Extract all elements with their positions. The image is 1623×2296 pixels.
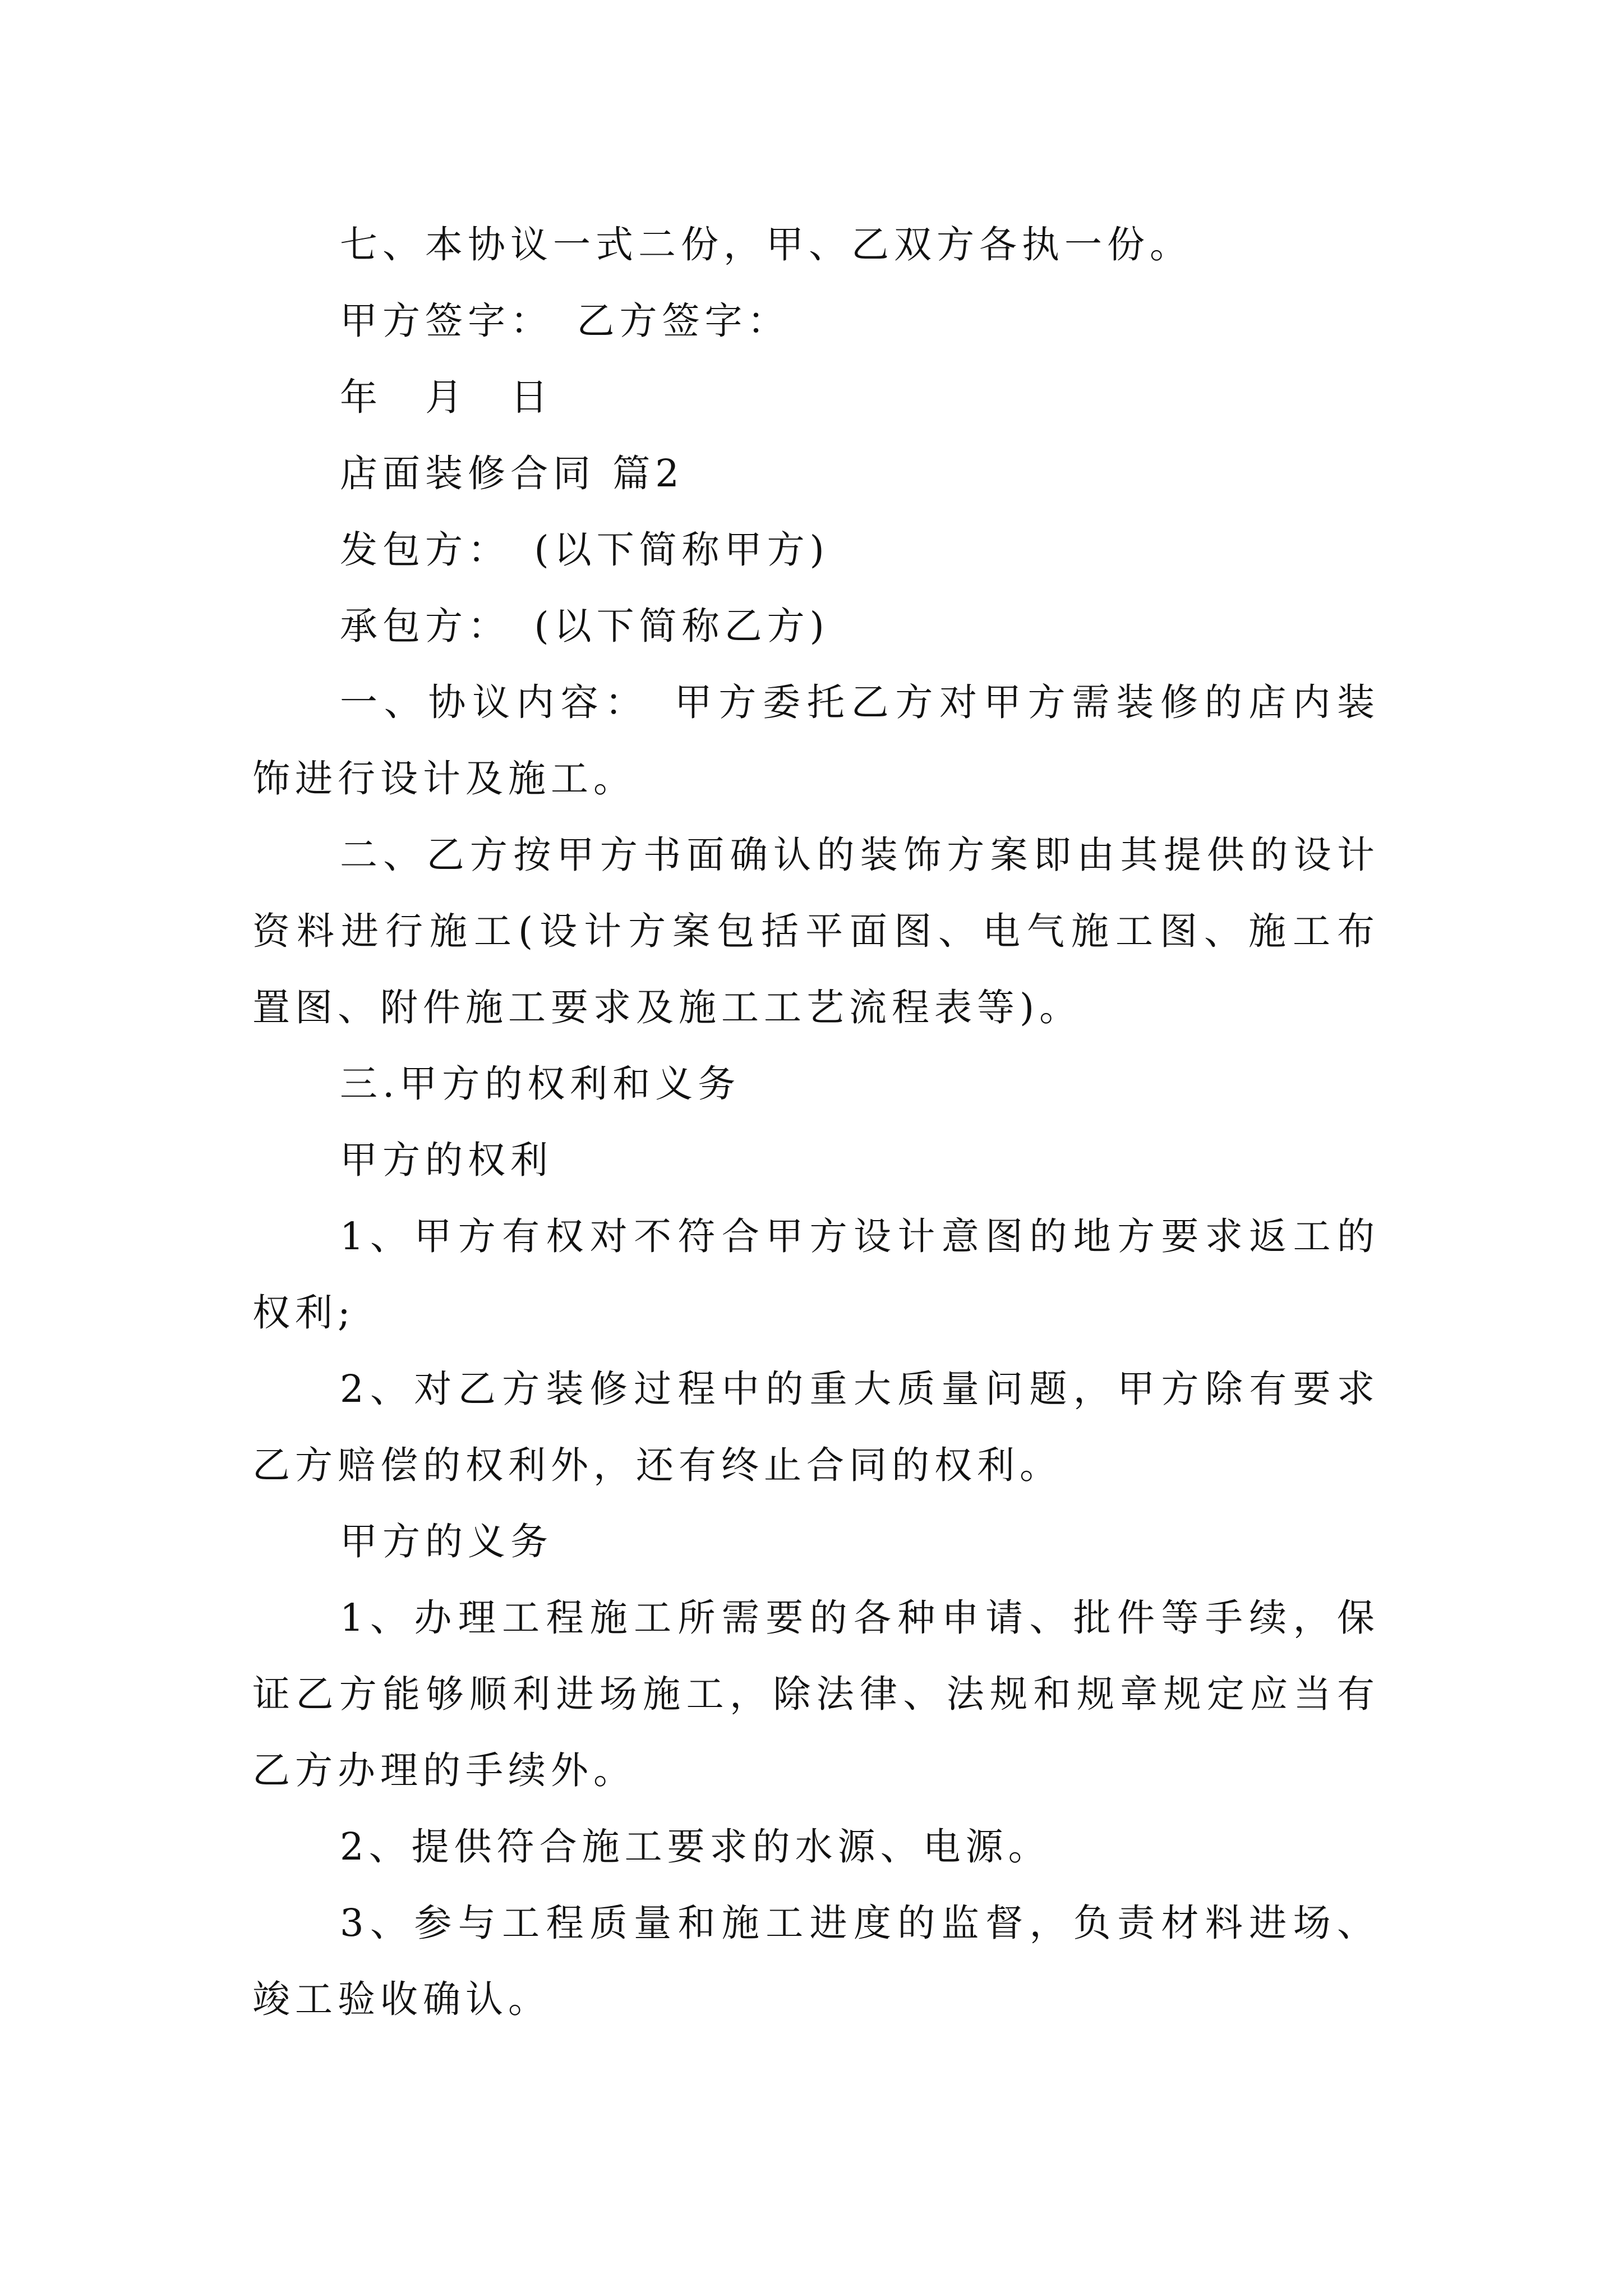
party-a-rights-heading: 甲方的权利	[340, 1138, 553, 1182]
duties-item-3: 3、参与工程质量和施工进度的监督，负责材料进场、竣工验收确认。	[252, 1901, 1380, 2021]
duties-item-1: 1、办理工程施工所需要的各种申请、批件等手续，保证乙方能够顺利进场施工，除法律、法规和规章规定应当有乙方办理的手续外。	[252, 1596, 1380, 1792]
date-line: 年 月 日	[340, 375, 553, 419]
section-heading: 店面装修合同 篇2	[340, 452, 684, 495]
clause-seven-copies: 七、本协议一式二份，甲、乙双方各执一份。	[340, 223, 1192, 266]
document-body	[252, 206, 1380, 2037]
clause-two: 二、乙方按甲方书面确认的装饰方案即由其提供的设计资料进行施工(设计方案包括平面图、电气施工图、施工布置图、附件施工要求及施工工艺流程表等)。	[252, 833, 1380, 1029]
duties-item-2: 2、提供符合施工要求的水源、电源。	[340, 1825, 1051, 1869]
rights-item-2: 2、对乙方装修过程中的重大质量问题，甲方除有要求乙方赔偿的权利外，还有终止合同的权利。	[252, 1367, 1380, 1487]
party-b-line: 承包方： (以下简称乙方)	[340, 604, 829, 648]
rights-item-1: 1、甲方有权对不符合甲方设计意图的地方要求返工的权利;	[252, 1214, 1380, 1335]
clause-three-heading: 三.甲方的权利和义务	[340, 1062, 741, 1106]
clause-one: 一、协议内容： 甲方委托乙方对甲方需装修的店内装饰进行设计及施工。	[252, 680, 1380, 800]
party-a-duties-heading: 甲方的义务	[340, 1520, 553, 1563]
signature-line: 甲方签字： 乙方签字：	[340, 299, 790, 343]
party-a-line: 发包方： (以下简称甲方)	[340, 528, 829, 572]
